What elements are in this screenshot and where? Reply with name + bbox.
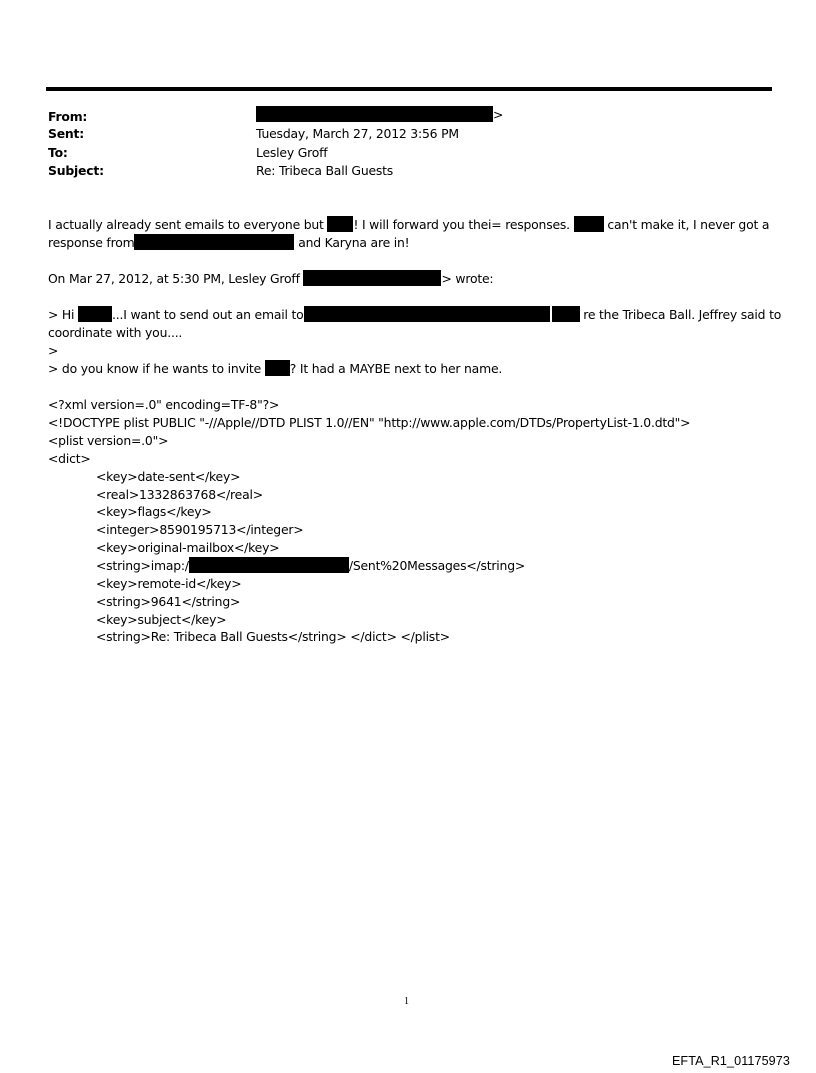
redaction-box <box>134 234 294 250</box>
from-value <box>256 106 503 124</box>
from-suffix: > <box>493 107 504 122</box>
body-text: re the Tribeca Ball. Jeffrey said to <box>579 307 782 322</box>
plist-text: /Sent%20Messages</string> <box>348 558 526 573</box>
body-text: On Mar 27, 2012, at 5:30 PM, Lesley Groff <box>48 271 304 286</box>
plist-line: <key>flags</key> <box>96 504 212 519</box>
plist-line: <string>Re: Tribeca Ball Guests</string> </dict> </plist> <box>96 629 450 644</box>
plist-line: <integer>8590195713</integer> <box>96 522 304 537</box>
document-id: EFTA_R1_01175973 <box>671 1054 790 1068</box>
redaction-box <box>327 216 353 232</box>
sent-label: Sent: <box>48 126 85 141</box>
redaction-box <box>256 106 493 122</box>
quoted-line-1 <box>48 306 781 324</box>
plist-line: <real>1332863768</real> <box>96 487 263 502</box>
redaction-box <box>303 270 441 286</box>
subject-label: Subject: <box>48 163 104 178</box>
quoted-line-3: > <box>48 343 59 358</box>
plist-xml-declaration: <?xml version=.0" encoding=TF-8"?> <box>48 397 280 412</box>
to-value: Lesley Groff <box>256 145 328 160</box>
plist-line: <key>date-sent</key> <box>96 469 241 484</box>
body-text: I actually already sent emails to everyone but <box>48 217 328 232</box>
redaction-box <box>189 557 349 573</box>
plist-doctype: <!DOCTYPE plist PUBLIC "-//Apple//DTD PLIST 1.0//EN" "http://www.apple.com/DTDs/PropertyList-1.0.dtd"> <box>48 415 691 430</box>
plist-open: <plist version=.0"> <box>48 433 169 448</box>
body-text: > do you know if he wants to invite <box>48 361 265 376</box>
subject-value: Re: Tribeca Ball Guests <box>256 163 394 178</box>
body-text: can't make it, I never got a <box>603 217 770 232</box>
body-text: ! I will forward you thei= responses. <box>353 217 574 232</box>
redaction-box <box>78 306 112 322</box>
from-label: From: <box>48 109 88 124</box>
plist-line <box>96 557 525 575</box>
body-text: > Hi <box>48 307 79 322</box>
plist-dict-open: <dict> <box>48 451 91 466</box>
reply-attribution <box>48 270 493 288</box>
redaction-box <box>304 306 550 322</box>
redaction-box <box>574 216 604 232</box>
quoted-line-4 <box>48 360 502 378</box>
body-paragraph-line-2 <box>48 234 409 252</box>
plist-line: <key>subject</key> <box>96 612 227 627</box>
plist-line: <string>9641</string> <box>96 594 241 609</box>
quoted-line-2: coordinate with you.... <box>48 325 183 340</box>
body-text: response from <box>48 235 135 250</box>
body-text: ...I want to send out an email to <box>112 307 304 322</box>
sent-value: Tuesday, March 27, 2012 3:56 PM <box>256 126 459 141</box>
body-text: ? It had a MAYBE next to her name. <box>289 361 503 376</box>
page-number: 1 <box>404 996 409 1007</box>
body-paragraph-line-1 <box>48 216 769 234</box>
body-text: and Karyna are in! <box>294 235 410 250</box>
header-rule <box>46 87 772 91</box>
plist-text: <string>imap:/ <box>96 558 189 573</box>
plist-line: <key>original-mailbox</key> <box>96 540 280 555</box>
to-label: To: <box>48 145 68 160</box>
body-text: > wrote: <box>441 271 494 286</box>
redaction-box <box>265 360 290 376</box>
redaction-box <box>552 306 580 322</box>
plist-line: <key>remote-id</key> <box>96 576 242 591</box>
